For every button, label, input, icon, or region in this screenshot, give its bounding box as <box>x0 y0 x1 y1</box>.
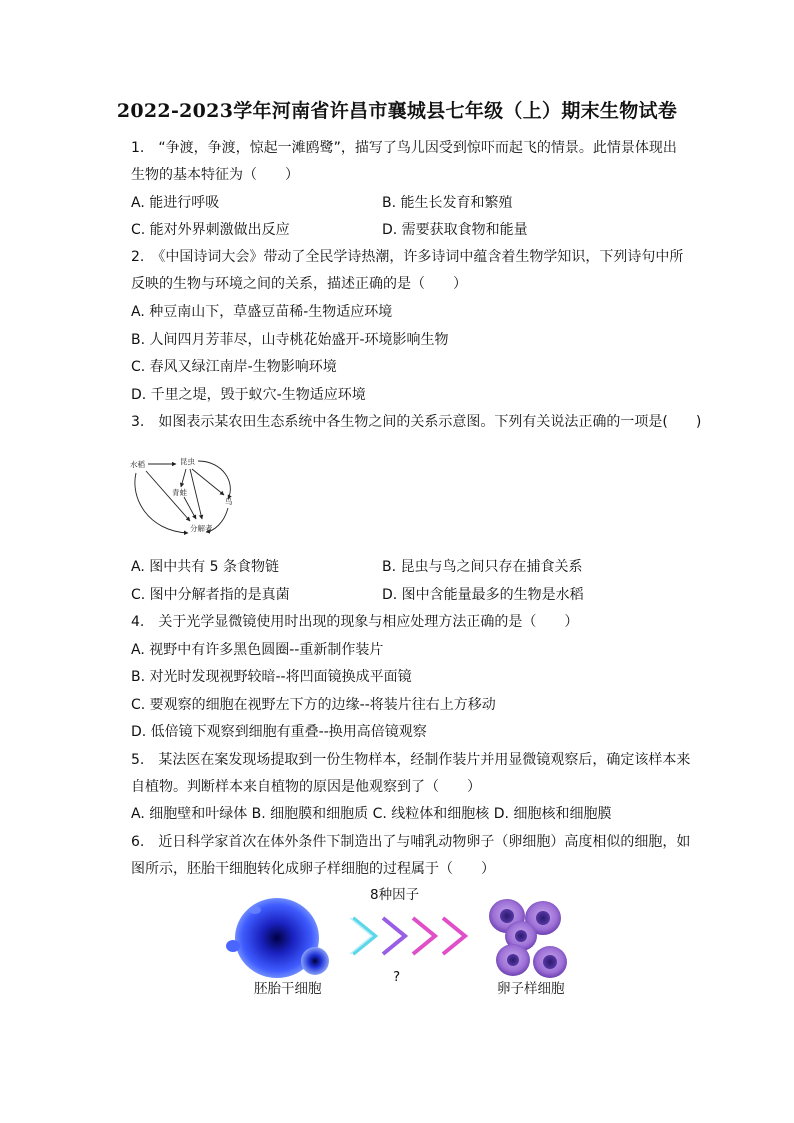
question-1-line-1: 1. “争渡，争渡，惊起一滩鸥鹭”，描写了鸟儿因受到惊吓而起飞的情景。此情景体现出 <box>131 140 677 156</box>
stem-cell-label: 胚胎干细胞 <box>254 981 322 997</box>
factor-label: 8种因子 <box>370 887 420 903</box>
q4-option-b: B. 对光时发现视野较暗--将凹面镜换成平面镜 <box>131 669 412 685</box>
q2-option-b: B. 人间四月芳菲尽，山寺桃花始盛开-环境影响生物 <box>131 332 449 348</box>
q3-option-c: C. 图中分解者指的是真菌 <box>131 587 290 603</box>
arrow-insect-to-frog <box>181 469 186 487</box>
food-web-diagram <box>128 453 238 538</box>
node-bird: 鸟 <box>225 497 233 506</box>
node-rice: 水稻 <box>130 460 145 469</box>
question-4-line-1: 4. 关于光学显微镜使用时出现的现象与相应处理方法正确的是（ ） <box>131 614 579 630</box>
question-1-line-2: 生物的基本特征为（ ） <box>131 167 299 183</box>
question-5-line-2: 自植物。判断样本来自植物的原因是他观察到了（ ） <box>131 779 481 795</box>
q1-option-c: C. 能对外界刺激做出反应 <box>131 222 290 238</box>
node-insect: 昆虫 <box>180 457 195 466</box>
question-6-line-2: 图所示，胚胎干细胞转化成卵子样细胞的过程属于（ ） <box>131 861 495 877</box>
node-frog: 青蛙 <box>172 488 187 497</box>
question-mark-label: ? <box>393 969 401 985</box>
q2-option-a: A. 种豆南山下，草盛豆苗稀-生物适应环境 <box>131 304 393 320</box>
page-title: 2022-2023学年河南省许昌市襄城县七年级（上）期末生物试卷 <box>116 100 678 122</box>
question-2-line-2: 反映的生物与环境之间的关系，描述正确的是（ ） <box>131 276 467 292</box>
arc-rice-to-decomposer <box>135 473 188 533</box>
q3-option-d: D. 图中含能量最多的生物是水稻 <box>382 587 584 603</box>
q4-option-c: C. 要观察的细胞在视野左下方的边缘--将装片往右上方移动 <box>131 697 496 713</box>
arrow-insect-to-bird <box>192 469 224 495</box>
q4-option-a: A. 视野中有许多黑色圆圈--重新制作装片 <box>131 642 384 658</box>
question-3-line-1: 3. 如图表示某农田生态系统中各生物之间的关系示意图。下列有关说法正确的一项是( ) <box>131 414 702 430</box>
q1-option-b: B. 能生长发育和繁殖 <box>382 195 513 211</box>
egg-like-cell-label: 卵子样细胞 <box>497 981 565 997</box>
q3-option-b: B. 昆虫与鸟之间只存在捕食关系 <box>382 559 583 575</box>
egg-like-cells-image <box>489 899 567 978</box>
q3-option-a: A. 图中共有 5 条食物链 <box>131 559 280 575</box>
q2-option-c: C. 春风又绿江南岸-生物影响环境 <box>131 359 337 375</box>
node-decomposer: 分解者 <box>190 524 213 533</box>
question-2-line-1: 2. 《中国诗词大会》带动了全民学诗热潮，许多诗词中蕴含着生物学知识，下列诗句中所 <box>131 249 684 265</box>
q1-option-d: D. 需要获取食物和能量 <box>382 222 528 238</box>
q1-option-a: A. 能进行呼吸 <box>131 195 220 211</box>
q5-options: A. 细胞壁和叶绿体 B. 细胞膜和细胞质 C. 线粒体和细胞核 D. 细胞核和细胞膜 <box>131 806 612 822</box>
transformation-arrow-icon <box>350 918 465 954</box>
arc-insect-to-bird <box>198 461 230 499</box>
q2-option-d: D. 千里之堤，毁于蚁穴-生物适应环境 <box>131 387 366 403</box>
question-6-line-1: 6. 近日科学家首次在体外条件下制造出了与哺乳动物卵子（卵细胞）高度相似的细胞，如 <box>131 834 691 850</box>
embryonic-stem-cell-image <box>226 898 329 978</box>
question-5-line-1: 5. 某法医在案发现场提取到一份生物样本，经制作装片并用显微镜观察后，确定该样本来 <box>131 752 691 768</box>
q4-option-d: D. 低倍镜下观察到细胞有重叠--换用高倍镜观察 <box>131 724 427 740</box>
